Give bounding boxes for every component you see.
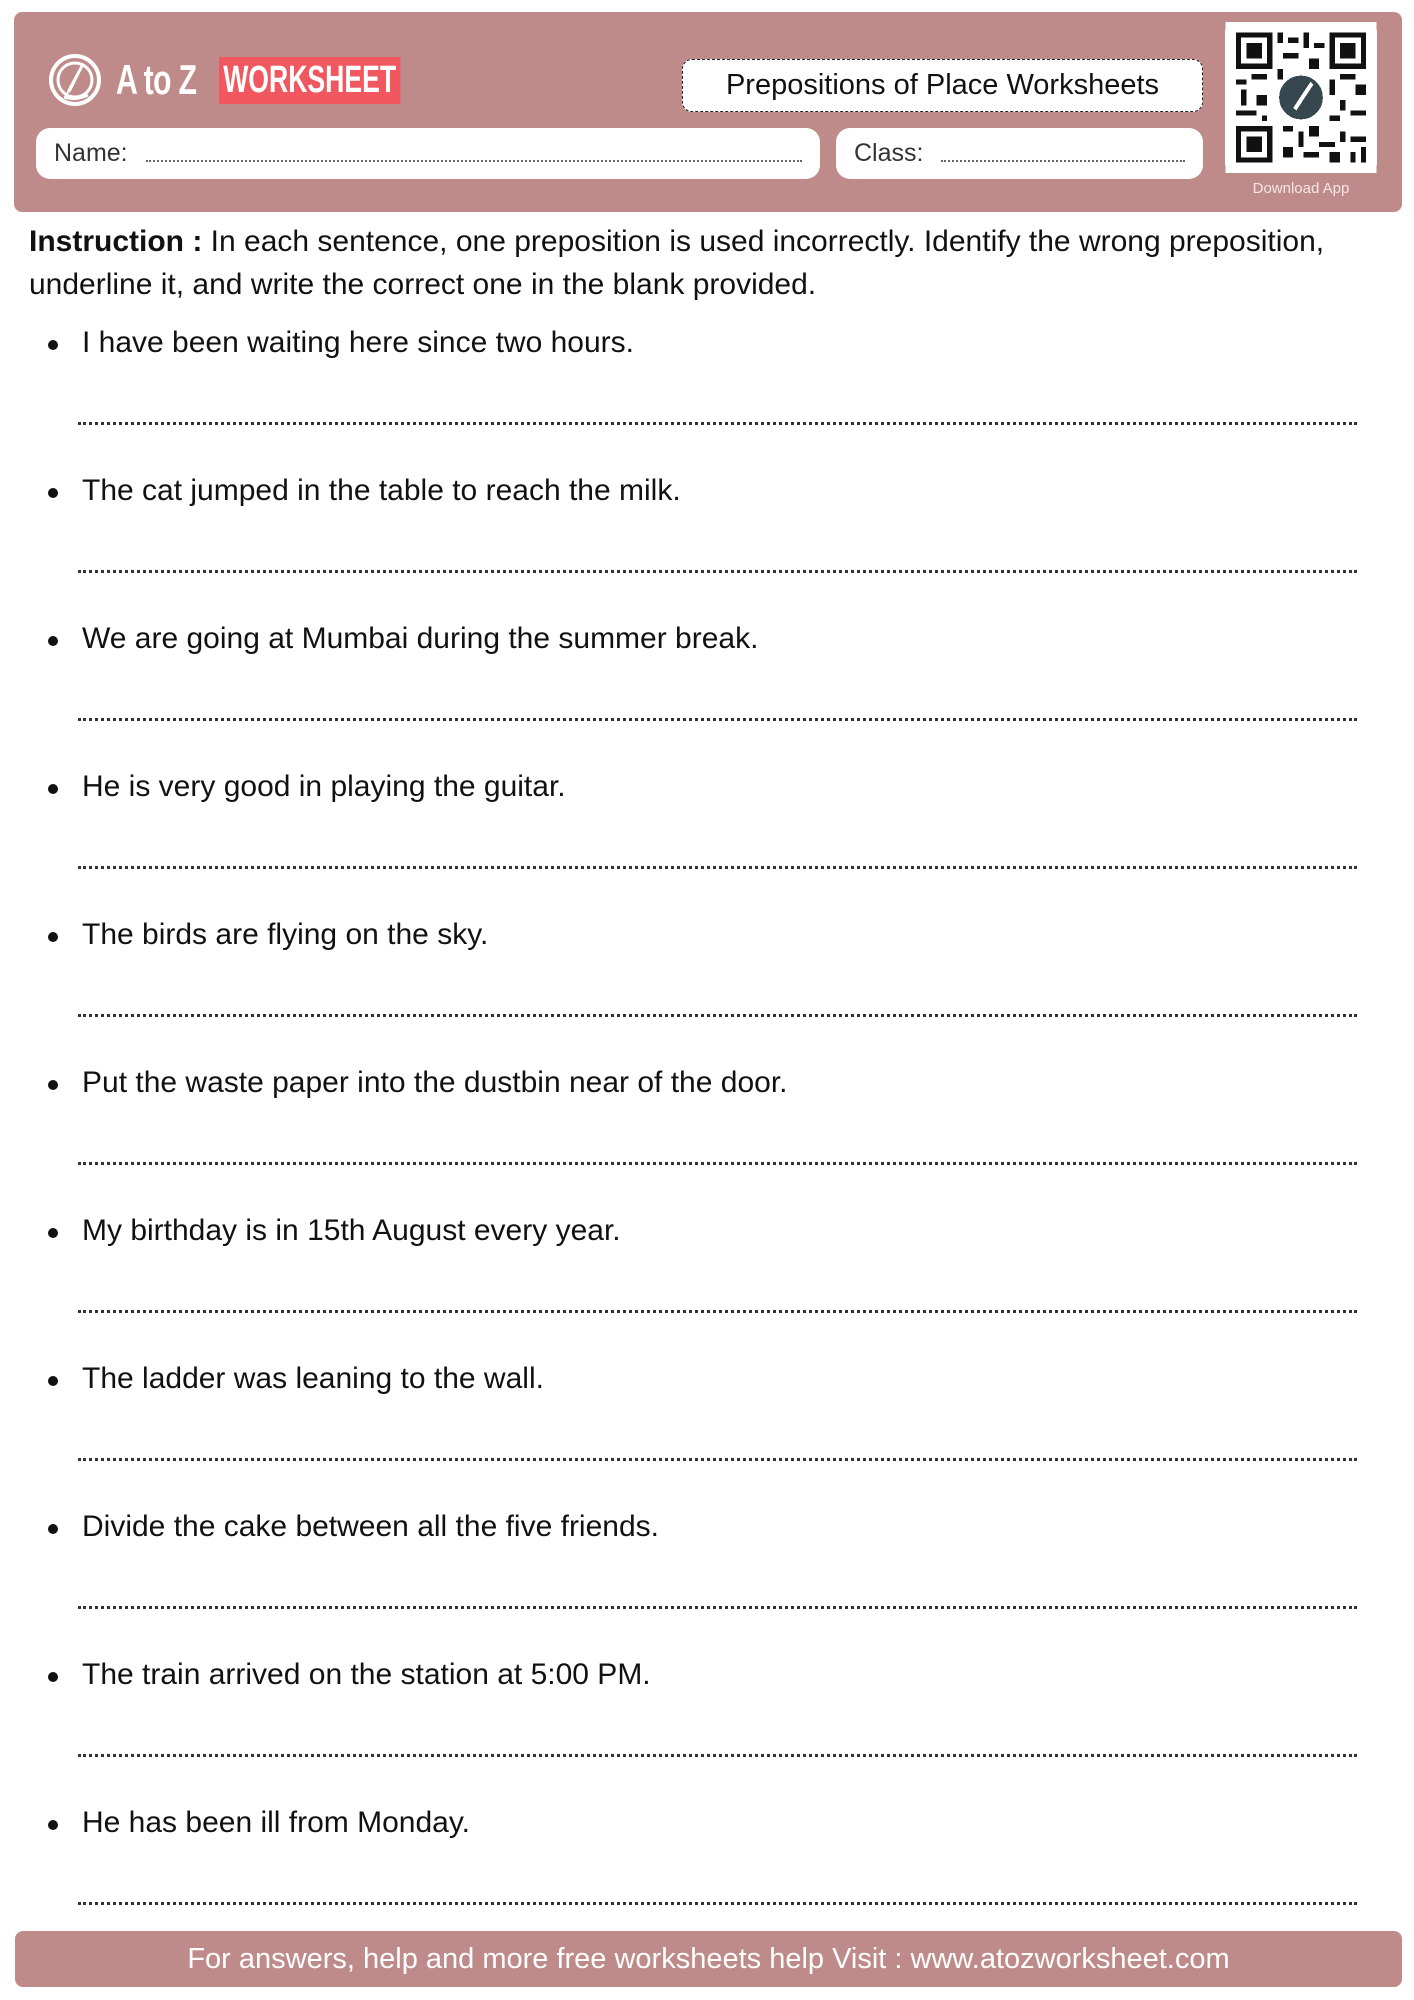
list-item [0,614,1414,762]
bullet-icon [48,932,58,942]
bullet-icon [48,488,58,498]
sentence: He is very good in playing the guitar. [82,770,566,803]
worksheet-title: Prepositions of Place Worksheets [682,59,1203,112]
answer-line[interactable] [78,866,1357,869]
instruction-label: Instruction : [29,225,203,258]
brand-name: A to Z [116,56,197,103]
sentence: My birthday is in 15th August every year. [82,1214,621,1247]
bullet-icon [48,340,58,350]
list-item [0,1058,1414,1206]
list-item [0,318,1414,466]
bullet-icon [48,1080,58,1090]
list-item [0,762,1414,910]
class-blank-line [941,160,1185,162]
footer-text[interactable]: For answers, help and more free worksheets help Visit : www.atozworksheet.com [187,1942,1230,1975]
answer-line[interactable] [78,718,1357,721]
worksheet-header [14,12,1402,212]
sentence: We are going at Mumbai during the summer break. [82,622,759,655]
download-app-caption: Download App [1252,180,1350,197]
sentence: He has been ill from Monday. [82,1806,470,1839]
list-item [0,1354,1414,1502]
answer-line[interactable] [78,1162,1357,1165]
bullet-icon [48,1228,58,1238]
sentence: The cat jumped in the table to reach the milk. [82,474,681,507]
sentence: Put the waste paper into the dustbin near of the door. [82,1066,788,1099]
answer-line[interactable] [78,1014,1357,1017]
answer-line[interactable] [78,1458,1357,1461]
bullet-icon [48,1524,58,1534]
bullet-icon [48,636,58,646]
pen-circle-logo-icon [48,53,102,107]
bullet-icon [48,1672,58,1682]
instruction-text: In each sentence, one preposition is used incorrectly. Identify the wrong preposition, underline it, and write the correct one in the blank provided. [29,225,1325,301]
sentence: The birds are flying on the sky. [82,918,489,951]
sentence: The train arrived on the station at 5:00 PM. [82,1658,651,1691]
list-item [0,1206,1414,1354]
answer-line[interactable] [78,422,1357,425]
answer-line[interactable] [78,1754,1357,1757]
footer-banner [15,1931,1402,1987]
name-blank-line [146,160,802,162]
sentence: The ladder was leaning to the wall. [82,1362,544,1395]
qr-code-icon[interactable] [1225,22,1377,173]
list-item [0,1650,1414,1798]
answer-line[interactable] [78,1606,1357,1609]
answer-line[interactable] [78,1310,1357,1313]
list-item [0,1502,1414,1650]
name-field[interactable] [36,128,820,179]
brand-badge: WORKSHEET [219,57,400,104]
answer-line[interactable] [78,570,1357,573]
bullet-icon [48,784,58,794]
brand-logo [48,50,478,110]
list-item [0,1798,1414,1946]
class-field[interactable] [836,128,1203,179]
bullet-icon [48,1820,58,1830]
sentence: I have been waiting here since two hours. [82,326,634,359]
instruction [29,220,1399,306]
sentence: Divide the cake between all the five friends. [82,1510,659,1543]
list-item [0,466,1414,614]
bullet-icon [48,1376,58,1386]
class-label: Class: [854,139,924,167]
answer-line[interactable] [78,1902,1357,1905]
name-label: Name: [54,139,128,167]
list-item [0,910,1414,1058]
